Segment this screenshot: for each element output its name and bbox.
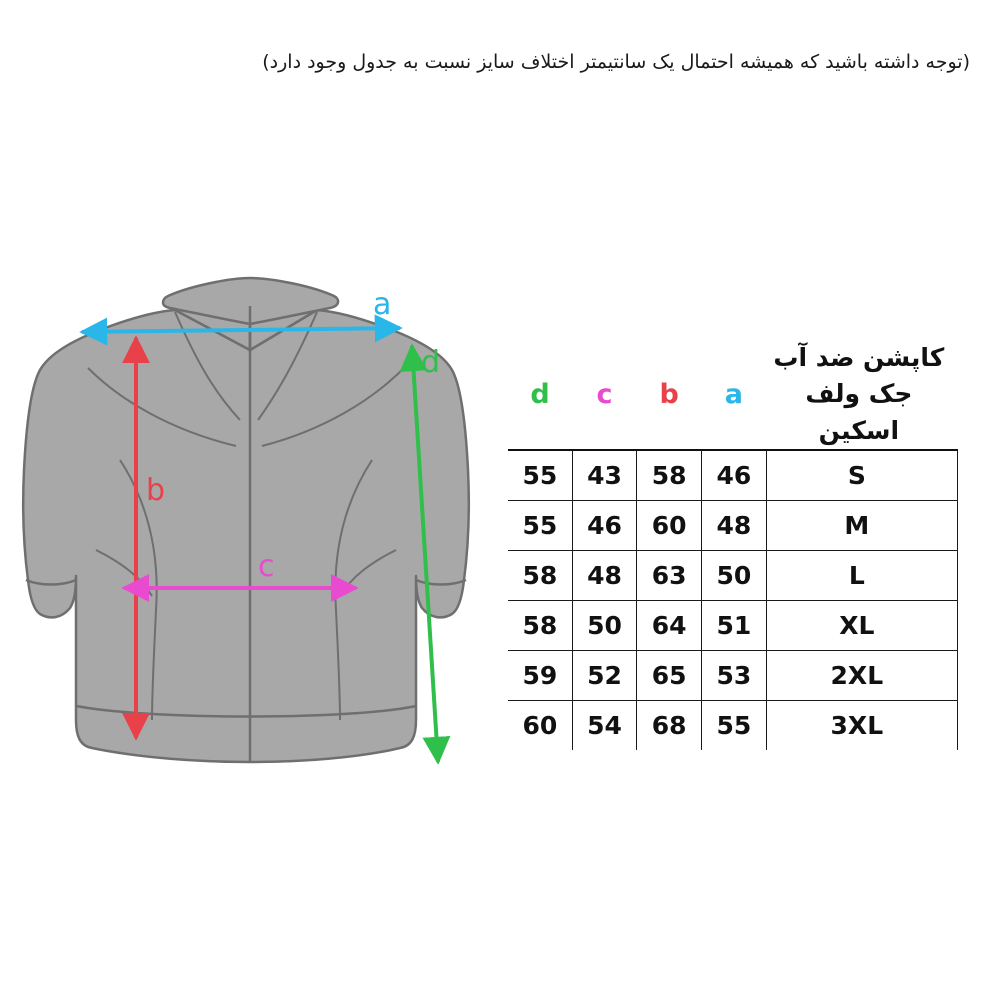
cell-d: 58	[508, 600, 572, 650]
size-table-container	[508, 340, 978, 750]
cell-c: 43	[572, 450, 637, 501]
cell-a: 53	[702, 650, 767, 700]
cell-c: 54	[572, 700, 637, 750]
cell-b: 64	[637, 600, 702, 650]
header-d: d	[508, 340, 572, 450]
cell-c: 52	[572, 650, 637, 700]
jacket-measurement-diagram	[0, 250, 500, 810]
cell-d: 58	[508, 550, 572, 600]
cell-c: 48	[572, 550, 637, 600]
table-title-line2: جک ولف اسکین	[805, 379, 913, 445]
cell-a: 55	[702, 700, 767, 750]
cell-d: 59	[508, 650, 572, 700]
table-row	[508, 550, 958, 600]
table-row	[508, 600, 958, 650]
table-row	[508, 700, 958, 750]
cell-size: L	[766, 550, 957, 600]
cell-d: 55	[508, 500, 572, 550]
cell-size: XL	[766, 600, 957, 650]
table-title	[766, 340, 957, 450]
cell-size: S	[766, 450, 957, 501]
cell-a: 51	[702, 600, 767, 650]
cell-b: 58	[637, 450, 702, 501]
table-row	[508, 650, 958, 700]
measure-a-label: a	[373, 287, 392, 322]
cell-a: 50	[702, 550, 767, 600]
cell-size: 3XL	[766, 700, 957, 750]
table-row	[508, 450, 958, 501]
cell-a: 46	[702, 450, 767, 501]
cell-size: M	[766, 500, 957, 550]
measure-d-label: d	[421, 345, 441, 380]
header-b: b	[637, 340, 702, 450]
cell-size: 2XL	[766, 650, 957, 700]
cell-d: 60	[508, 700, 572, 750]
header-a: a	[702, 340, 767, 450]
cell-d: 55	[508, 450, 572, 501]
table-row	[508, 500, 958, 550]
cell-a: 48	[702, 500, 767, 550]
table-title-line1: کاپشن ضد آب	[773, 343, 945, 372]
cell-b: 63	[637, 550, 702, 600]
size-disclaimer-note: (توجه داشته باشید که همیشه احتمال یک سانتیمتر اختلاف سایز نسبت به جدول وجود دارد)	[262, 51, 970, 73]
measure-b-label: b	[146, 473, 166, 508]
header-c: c	[572, 340, 637, 450]
cell-c: 46	[572, 500, 637, 550]
jacket-illustration	[23, 278, 469, 762]
cell-c: 50	[572, 600, 637, 650]
measure-c-label: c	[258, 549, 275, 584]
table-header-row	[508, 340, 958, 450]
size-table	[508, 340, 958, 750]
cell-b: 60	[637, 500, 702, 550]
cell-b: 65	[637, 650, 702, 700]
cell-b: 68	[637, 700, 702, 750]
